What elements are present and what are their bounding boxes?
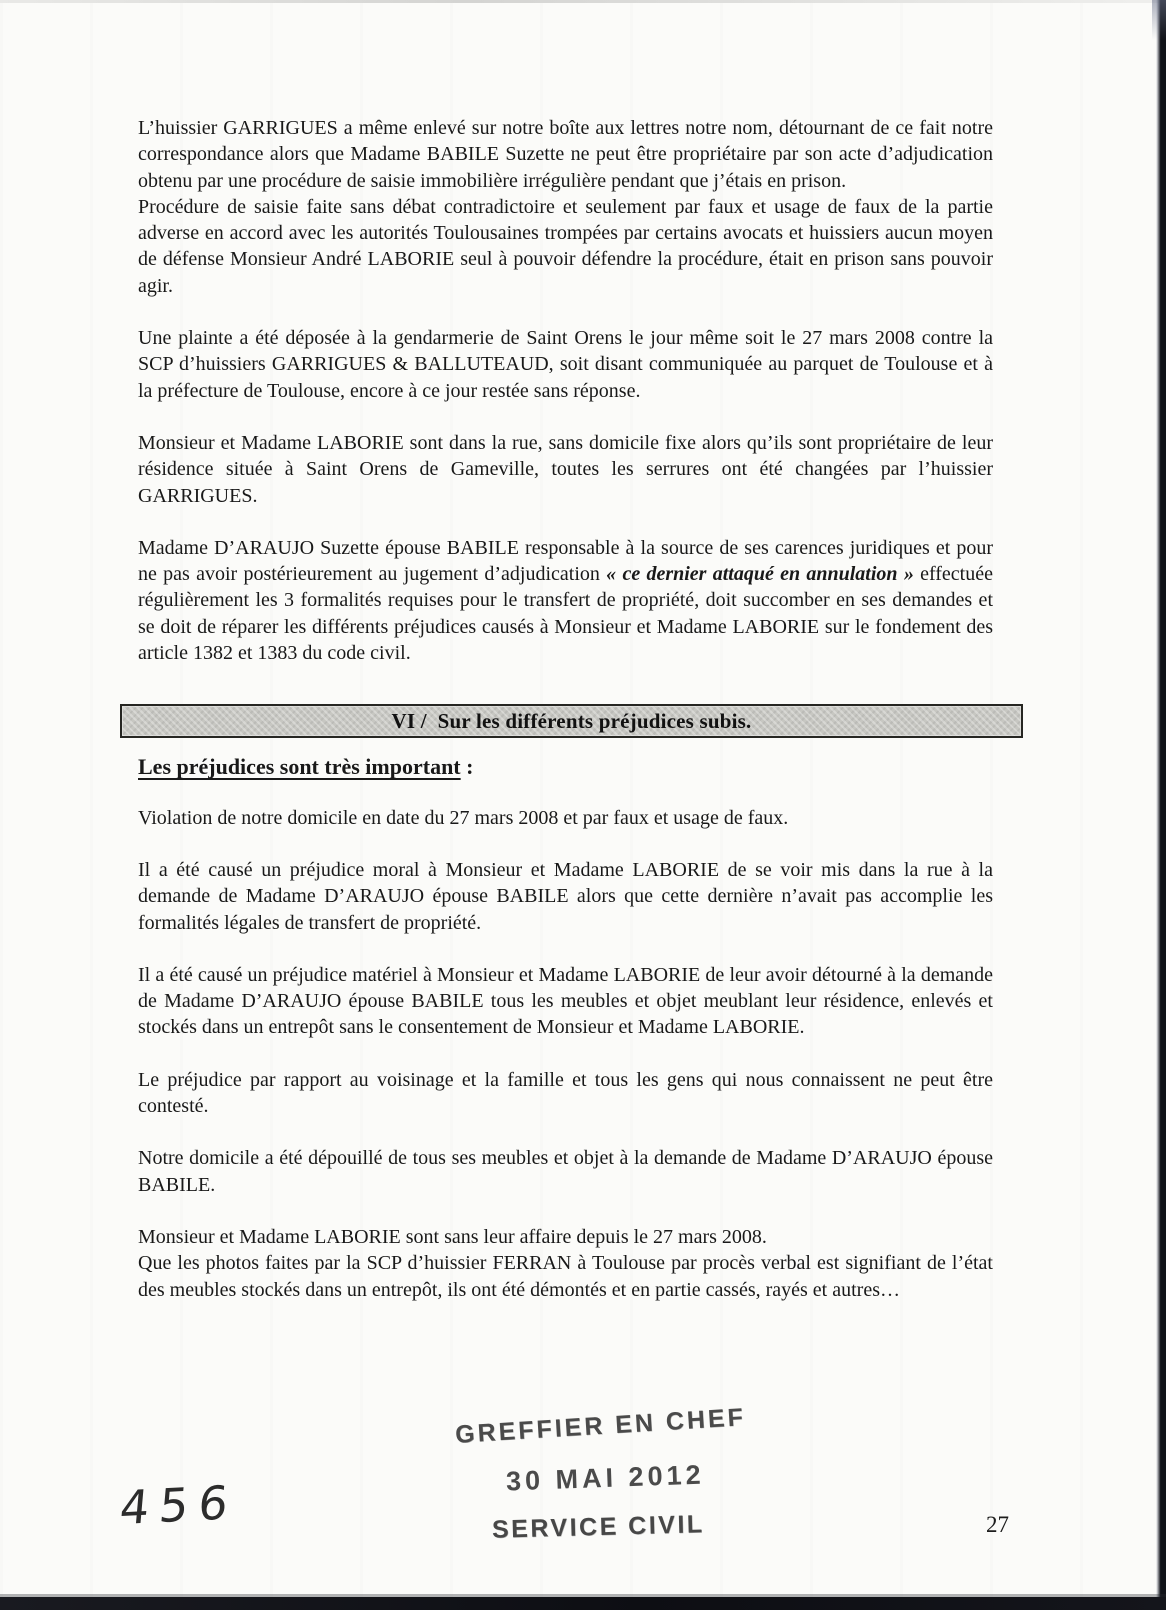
stamp-service-civil: SERVICE CIVIL: [491, 1510, 705, 1544]
section-title: VI / Sur les différents préjudices subis.: [391, 709, 752, 734]
paragraph-prejudice-materiel: Il a été causé un préjudice matériel à Monsieur et Madame LABORIE de leur avoir détourné à la demande de Madame D’ARAUJO épouse BABILE tous les meubles et objet meublant leur résidence, enlevés et stockés dans un entrepôt sans le consentement de Monsieur et Madame LABORIE.: [138, 963, 993, 1039]
paragraph-prejudice-voisinage: Le préjudice par rapport au voisinage et la famille et tous les gens qui nous connaissent ne peut être contesté.: [138, 1068, 993, 1118]
paragraph-laborie-dans-la-rue: Monsieur et Madame LABORIE sont dans la rue, sans domicile fixe alors qu’ils sont propriétaire de leur résidence située à Saint Orens de Gameville, toutes les serrures ont été changées par l’huissier GARRIGUES.: [138, 431, 993, 507]
paragraph-5-text-after: effectuée régulièrement les 3 formalités requises pour le transfert de propriété, doit succomber en ses demandes et se doit de réparer les différents préjudices causés à Monsieur et Madame LABORIE sur le fondement des article 1382 et 1383 du code civil.: [138, 563, 993, 665]
subheading-colon: :: [460, 754, 474, 780]
paragraph-photos-ferran: Que les photos faites par la SCP d’huissier FERRAN à Toulouse par procès verbal est signifiant de l’état des meubles stockés dans un entrepôt, ils ont été démontés et en partie cassés, rayés et autres…: [138, 1252, 993, 1301]
page-number: 27: [986, 1512, 1009, 1537]
handwritten-page-number: 456: [117, 1474, 241, 1536]
paragraph-daraujo-responsable: [138, 535, 993, 666]
paragraph-huissier-garrigues: L’huissier GARRIGUES a même enlevé sur notre boîte aux lettres notre nom, détournant de ce fait notre correspondance alors que Madame BABILE Suzette ne peut être propriétaire par son acte d’adjudication obtenu par une procédure de saisie immobilière irrégulière pendant que j’étais en prison.: [138, 117, 993, 192]
paragraph-sans-leur-affaire: Monsieur et Madame LABORIE sont sans leur affaire depuis le 27 mars 2008.: [138, 1225, 767, 1248]
scan-edge-right: [1156, 0, 1166, 1610]
paragraph-5-emphasis: « ce dernier attaqué en annulation »: [606, 563, 914, 586]
subheading-prejudices: [138, 754, 993, 780]
paragraph-plainte-gendarmerie: Une plainte a été déposée à la gendarmerie de Saint Orens le jour même soit le 27 mars 2008 contre la SCP d’huissiers GARRIGUES & BALLUTEAUD, soit disant communiquée au parquet de Toulouse et à la préfecture de Toulouse, encore à ce jour restée sans réponse.: [138, 327, 993, 402]
paragraph-5-text-before: Madame D’ARAUJO Suzette épouse BABILE responsable à la source de ses carences juridiques et pour ne pas avoir postérieurement au jugement d’adjudication: [138, 536, 993, 586]
subheading-underlined-text: Les préjudices sont très important: [138, 754, 461, 780]
paragraph-violation-domicile: Violation de notre domicile en date du 27 mars 2008 et par faux et usage de faux.: [138, 806, 789, 829]
stamp-greffier-en-chef: GREFFIER EN CHEF: [454, 1403, 747, 1449]
document-body: [138, 115, 993, 1303]
paragraph-procedure-saisie: Procédure de saisie faite sans débat contradictoire et seulement par faux et usage de faux de la partie adverse en accord avec les autorités Toulousaines trompées par certains avocats et huissiers aucun moyen de défense Monsieur André LABORIE seul à pouvoir défendre la procédure, était en prison sans pouvoir agir.: [138, 195, 993, 297]
paragraph-domicile-depouille: Notre domicile a été dépouillé de tous ses meubles et objet à la demande de Madame D’ARAUJO épouse BABILE.: [138, 1147, 993, 1196]
section-header-bar: [120, 704, 1023, 738]
scan-edge-top: [0, 0, 1166, 3]
scan-edge-bottom: [0, 1597, 1166, 1610]
stamp-date: 30 MAI 2012: [505, 1459, 706, 1497]
paragraph-prejudice-moral: Il a été causé un préjudice moral à Monsieur et Madame LABORIE de se voir mis dans la rue à la demande de Madame D’ARAUJO épouse BABILE alors que cette dernière n’avait pas accomplie les formalités légales de transfert de propriété.: [138, 858, 993, 934]
